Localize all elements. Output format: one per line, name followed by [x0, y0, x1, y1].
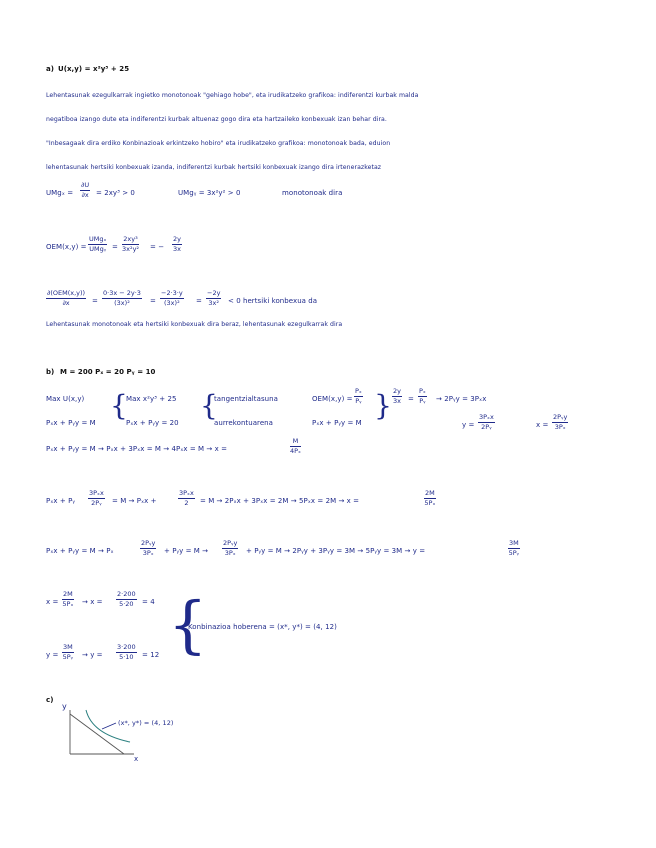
oem-lhs: OEM(x,y) = [46, 243, 87, 251]
y-result-den-2: 5·10 [119, 652, 134, 661]
y-result-value: = 12 [142, 651, 160, 659]
frac-px-den: Pᵧ [419, 396, 426, 405]
y-expr-num: 3Pₓx [479, 413, 494, 421]
y-result-mid: → y = [82, 651, 103, 659]
deriv-tail: < 0 hertsiki konbexua da [228, 297, 318, 305]
part-c-label: c) [46, 696, 54, 704]
frac-2y-den: 3x [393, 396, 401, 405]
deriv-f1-den: (3x)² [114, 298, 130, 307]
monotone-note: monotonoak dira [282, 189, 343, 197]
brace-2: { [200, 389, 218, 422]
deriv-f1-num: 0·3x − 2y·3 [103, 289, 141, 297]
x-expr-num: 2Pᵧy [553, 413, 568, 421]
equals-sign: = − [150, 243, 165, 251]
max-problem-1: Max U(x,y) [46, 395, 85, 403]
y-result-num: 3M [63, 643, 73, 651]
equals-sign: = [196, 297, 202, 305]
budget-line [70, 714, 124, 754]
frac-2y-num: 2y [393, 387, 401, 395]
umg-x-lhs: UMgₓ = [46, 189, 74, 197]
y-expr-den: 2Pᵧ [481, 422, 492, 431]
sub3-f2-num: 2Pᵧy [223, 539, 238, 547]
y-result-lhs: y = [46, 651, 59, 659]
sub3-part-c: + Pᵧy = M → 2Pᵧy + 3Pᵧy = 3M → 5Pᵧy = 3M → y = [246, 547, 426, 555]
sub2-f3-den: 5Pₓ [424, 498, 436, 507]
paragraph-line-3: "Inbesagaak dira erdiko Konbinazioak erkintzeko hobiro" eta irudikatzeko grafikoa: monotonoak bada, eduion [46, 140, 391, 147]
sub2-f1-den: 2Pᵧ [91, 498, 102, 507]
constraint-2: Pₓx + Pᵧy = 20 [126, 419, 179, 427]
x-result-num-2: 2·200 [117, 590, 136, 598]
sub3-f1-num: 2Pᵧy [141, 539, 156, 547]
x-result-mid: → x = [82, 598, 103, 606]
y-expr-lhs: y = [462, 421, 475, 429]
oem-f3-num: 2y [173, 235, 181, 243]
sub2-part-b: = M → Pₓx + [112, 497, 157, 505]
y-result-num-2: 3·200 [117, 643, 136, 651]
umg-x-rhs: = 2xy³ > 0 [96, 189, 135, 197]
oem-f1-den: UMgᵧ [89, 244, 107, 253]
tangency-label: tangentzialtasuna [214, 395, 278, 403]
x-result-den-2: 5·20 [119, 599, 134, 608]
sub3-f1-den: 3Pₓ [142, 548, 154, 557]
part-b-label: b) [46, 368, 55, 376]
oem-eq-num: Pₓ [355, 387, 362, 395]
constraint-1: Pₓx + Pᵧy = M [46, 419, 96, 427]
frac-px-num: Pₓ [419, 387, 426, 395]
paragraph-line-4: lehentasunak hertsiki konbexuak izanda, indiferentzi kurbak hertsiki konbexuak izango dira irtenerazketaz [46, 164, 382, 171]
max-problem-2: Max x²y³ + 25 [126, 395, 177, 403]
deriv-f3-num: −2y [207, 289, 221, 297]
sub3-part-b: + Pᵧy = M → [164, 547, 209, 555]
equals-sign: = [92, 297, 98, 305]
sub1-den: 4Pₓ [290, 446, 301, 455]
sub2-f3-num: 2M [425, 489, 435, 497]
x-expr-lhs: x = [536, 421, 549, 429]
oem-eq-lhs: OEM(x,y) = [312, 395, 353, 403]
sub2-part-c: = M → 2Pₓx + 3Pₓx = 2M → 5Pₓx = 2M → x = [200, 497, 360, 505]
brace-1: { [110, 389, 128, 422]
sub2-f2-num: 3Pₓx [179, 489, 194, 497]
x-result-value: = 4 [142, 598, 155, 606]
deriv-f2-num: −2·3·y [161, 289, 183, 297]
utility-function: U(x,y) = x²y³ + 25 [58, 65, 130, 73]
oem-f2-num: 2xy³ [123, 235, 138, 243]
x-result-num: 2M [63, 590, 73, 598]
umg-x-den: ∂x [81, 190, 89, 199]
equals-sign: = [150, 297, 156, 305]
sub2-f2-den: 2 [184, 498, 189, 507]
budget-eq: Pₓx + Pᵧy = M [312, 419, 362, 427]
deriv-f3-den: 3x² [208, 298, 220, 307]
oem-f3-den: 3x [173, 244, 181, 253]
y-axis-label: y [62, 702, 67, 711]
result-brace: { [168, 588, 208, 661]
deriv-num: ∂(OEM(x,y)) [47, 289, 86, 297]
sub1-num: M [290, 438, 301, 447]
substitution-1: Pₓx + Pᵧy = M → Pₓx + 3Pₓx = M → 4Pₓx = M → x = [46, 445, 227, 453]
deriv-f2-den: (3x)² [164, 298, 180, 307]
x-result-lhs: x = [46, 598, 59, 606]
sub3-part-a: Pₓx + Pᵧy = M → Pₓ [46, 547, 114, 555]
x-result-den: 5Pₓ [62, 599, 74, 608]
sub3-f3-den: 5Pᵧ [508, 548, 520, 557]
umg-x-num: ∂U [81, 181, 90, 189]
sub2-part-a: Pₓx + Pᵧ [46, 497, 76, 505]
part-a-conclusion: Lehentasunak monotonoak eta hertsiki konbexuak dira beraz, lehentasunak ezegulkarrak dira [46, 321, 343, 328]
sub3-f3-num: 3M [509, 539, 519, 547]
sub3-f2-den: 3Pₓ [224, 548, 236, 557]
deriv-den: ∂x [62, 298, 70, 307]
umg-y: UMgᵧ = 3x²y² > 0 [178, 189, 241, 197]
optimum-point-label: (x*, y*) = (4, 12) [118, 719, 174, 727]
brace-3: { [374, 389, 392, 422]
paragraph-line-2: negatiboa izango dute eta indiferentzi kurbak altuenaz gogo dira eta hartzaileko konbexuak izan behar dira. [46, 116, 387, 123]
budget-label: aurrekontuarena [214, 419, 274, 427]
equals-sign: = [112, 243, 118, 251]
x-axis-label: x [134, 755, 139, 763]
paragraph-line-1: Lehentasunak ezegulkarrak ingietko monotonoak "gehiago hobe", eta irudikatzeko grafikoa: indiferentzi kurbak malda [46, 92, 419, 99]
oem-eq-den: Pᵧ [355, 396, 362, 405]
sub2-f1-num: 3Pₓx [89, 489, 104, 497]
oem-f1-num: UMgₓ [89, 235, 107, 243]
point-arrow [102, 723, 116, 729]
y-result-den: 5Pᵧ [62, 652, 74, 661]
optimal-combination: Konbinazioa hoberena = (x*, y*) = (4, 12) [188, 623, 337, 631]
equals-sign: = [408, 395, 414, 403]
tangency-result: → 2Pᵧy = 3Pₓx [436, 395, 487, 403]
givens: M = 200 Pₓ = 20 Pᵧ = 10 [60, 368, 156, 376]
oem-f2-den: 3x²y² [122, 244, 140, 253]
part-a-label: a) [46, 65, 55, 73]
x-expr-den: 3Pₓ [554, 422, 566, 431]
